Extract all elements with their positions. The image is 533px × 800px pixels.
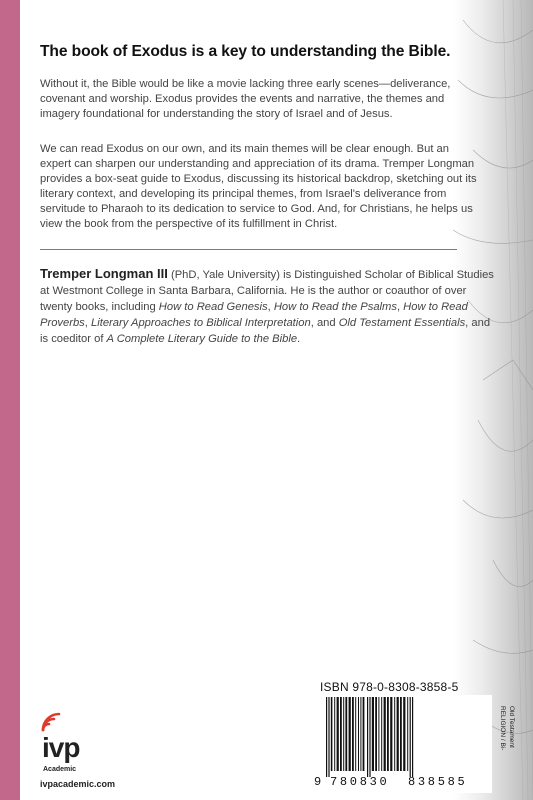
publisher-imprint: Academic [43,766,77,773]
barcode-bar [387,697,389,771]
book-title: How to Read Genesis [158,301,268,313]
spine-stripe [0,0,20,800]
barcode-bar [407,697,408,771]
book-title: How to Read the Psalms [273,301,397,313]
barcode-bar [400,697,402,771]
barcode-bar [331,697,333,771]
isbn-label: ISBN 978-0-8308-3858-5 [320,680,459,694]
barcode-bar [345,697,347,771]
barcode-bars [312,695,492,777]
category-line-1: RELIGION / Bi- [499,706,506,751]
category-line-2: Old Testament [508,706,515,748]
barcode-bar [363,697,365,771]
barcode-bar [326,697,327,777]
barcode-digits-left: 780830 [330,775,390,789]
barcode-bar [355,697,356,771]
barcode-bar [412,697,413,777]
barcode-bar [349,697,351,771]
barcode-bar [328,697,329,777]
barcode-bar [367,697,368,777]
barcode-bar [337,697,339,771]
book-title: Literary Approaches to Biblical Interpretation [91,317,311,329]
barcode-bar [343,697,344,771]
barcode-bar [381,697,382,771]
barcode-digit-first: 9 [314,775,322,789]
category-label [498,706,532,796]
book-title: How to Read Proverbs [40,301,468,329]
publisher-logo [40,710,140,790]
barcode-bar [390,697,392,771]
description-paragraph-1: Without it, the Bible would be like a movie lacking three early scenes—deliverance, covenant and worship. Exodus provides the events and narrative, the themes and imagery foundational for understanding the story of Israel and of Jesus. [40,78,451,120]
book-title: A Complete Literary Guide to the Bible [106,333,298,345]
description-paragraph-2: We can read Exodus on our own, and its main themes will be clear enough. But an expert can sharpen our understanding and appreciation of its drama. Tremper Longman provides a box-seat guide to Exodus, discussing its historical backdrop, sketching out its literary context, and developing its principal themes, from Israel's deliverance from servitude to Pharaoh to its dedication to service to God. And, for Christians, he helps us view the book from the perspective of its fulfillment in Christ. [40,143,477,230]
barcode-bar [403,697,405,771]
section-divider [40,249,457,250]
barcode-bar [410,697,411,777]
author-bio: Tremper Longman III (PhD, Yale University) is Distinguished Scholar of Biblical Studies at Westmont College in Santa Barbara, California. He is the author or coauthor of over twenty books, including How to Read Genesis, How to Read the Psalms, How to Read Proverbs, Literary Approaches to Biblical Interpretation, and Old Testament Essentials, and is coeditor of A Complete Literary Guide to the Bible. [40,266,494,345]
barcode-bar [334,697,335,771]
author-name: Tremper Longman III [40,266,168,281]
barcode-bar [372,697,374,771]
barcode-bar [352,697,354,771]
barcode-bar [375,697,377,771]
publisher-url: ivpacademic.com [40,779,116,789]
barcode-bar [369,697,370,777]
barcode-bar [378,697,379,771]
barcode-digits-right: 838585 [408,775,468,789]
barcode [312,695,492,793]
barcode-bar [358,697,359,771]
barcode-bar [397,697,399,771]
publisher-logo-word: ivp [42,732,80,763]
barcode-bar [340,697,342,771]
barcode-bar [394,697,395,771]
headline: The book of Exodus is a key to understanding the Bible. [40,43,451,60]
barcode-bar [360,697,361,771]
signal-arcs-icon [40,710,70,734]
barcode-bar [384,697,386,771]
book-title: Old Testament Essentials [338,317,466,329]
